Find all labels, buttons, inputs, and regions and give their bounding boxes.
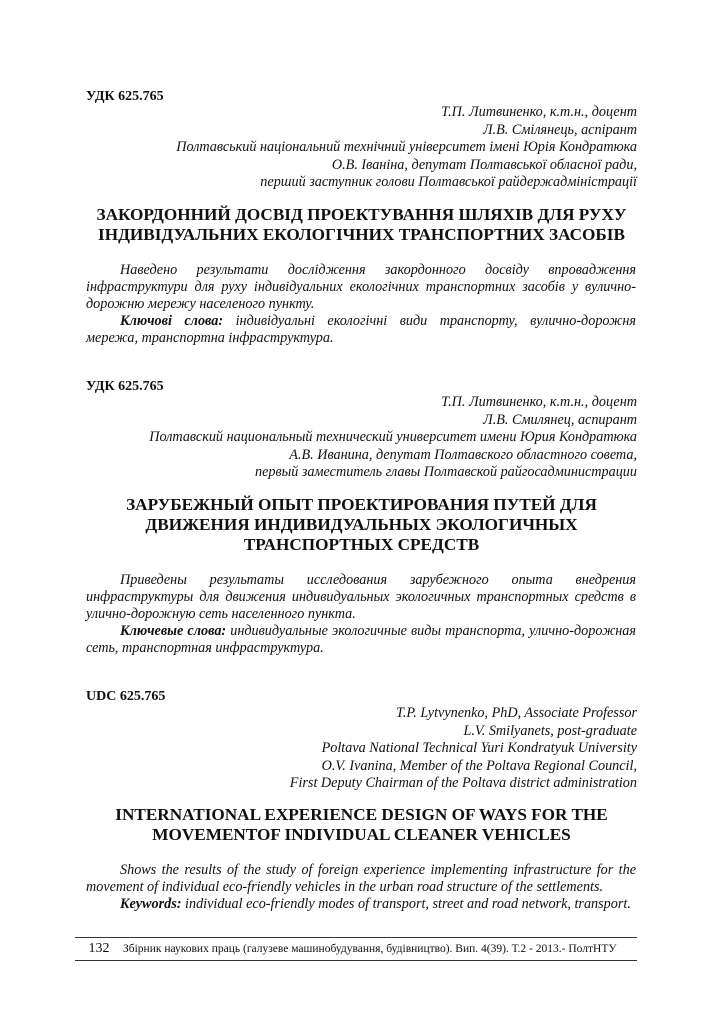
abstract-ru	[86, 572, 636, 657]
title-line: ІНДИВІДУАЛЬНИХ ЕКОЛОГІЧНИХ ТРАНСПОРТНИХ ЗАСОБІВ	[98, 225, 625, 244]
keywords-label: Ключевые слова:	[120, 623, 227, 639]
page-footer	[75, 940, 637, 958]
abstract-uk	[86, 262, 636, 347]
page-number: 132	[88, 941, 110, 956]
keywords-paragraph	[86, 623, 636, 657]
footer-top-rule	[75, 937, 637, 938]
abstract-en	[86, 862, 636, 913]
keywords-text: індивідуальні екологічні види транспорту, вулично-дорожня мережа, транспортна інфраструктура.	[86, 313, 636, 346]
author-line: А.В. Иванина, депутат Полтавского областного совета,	[289, 446, 637, 463]
keywords-paragraph	[86, 896, 636, 913]
author-line: Т.П. Литвиненко, к.т.н., доцент	[441, 394, 637, 410]
title-line: ТРАНСПОРТНЫХ СРЕДСТВ	[243, 535, 480, 554]
author-line: О.В. Іваніна, депутат Полтавської обласної ради,	[331, 156, 637, 173]
author-line: L.V. Smilyanets, post-graduate	[463, 722, 637, 739]
title-line: ЗАРУБЕЖНЫЙ ОПЫТ ПРОЕКТИРОВАНИЯ ПУТЕЙ ДЛЯ	[126, 495, 597, 514]
abstract-text: Shows the results of the study of foreign experience implementing infrastructure for the movement of individual eco-friendly vehicles in the urban road structure of the settlements.	[86, 862, 636, 895]
authors-block-en	[290, 705, 637, 793]
journal-citation: Збірник наукових праць (галузеве машинобудування, будівництво). Вип. 4(39). Т.2 - 2013.- ПолтНТУ	[123, 943, 617, 955]
affiliation-line: первый заместитель главы Полтавской райгосадминистрации	[254, 464, 637, 481]
title-line: ДВИЖЕНИЯ ИНДИВИДУАЛЬНЫХ ЭКОЛОГИЧНЫХ	[145, 515, 578, 534]
affiliation-line: First Deputy Chairman of the Poltava district administration	[289, 775, 637, 792]
keywords-text: индивидуальные экологичные виды транспорта, улично-дорожная сеть, транспортная инфраструктура.	[86, 623, 636, 656]
authors-block-uk	[176, 104, 637, 192]
author-line: T.P. Lytvynenko, PhD, Associate Professor	[396, 705, 637, 721]
keywords-text: individual eco-friendly modes of transport, street and road network, transport.	[181, 896, 631, 912]
authors-block-ru	[149, 394, 637, 482]
abstract-text: Приведены результаты исследования зарубежного опыта внедрения инфраструктуры для движения индивидуальных экологичных транспортных средств в улично-дорожную сеть населенного пункта.	[86, 572, 636, 622]
udk-code-ru: УДК 625.765	[86, 379, 164, 394]
keywords-label: Ключові слова:	[120, 313, 224, 329]
article-title-uk	[86, 205, 637, 245]
author-line: O.V. Ivanina, Member of the Poltava Regional Council,	[321, 757, 637, 774]
title-line: ЗАКОРДОННИЙ ДОСВІД ПРОЕКТУВАННЯ ШЛЯХІВ ДЛЯ РУХУ	[96, 205, 627, 224]
author-line: Л.В. Смилянец, аспирант	[483, 411, 637, 428]
author-line: Т.П. Литвиненко, к.т.н., доцент	[441, 104, 637, 120]
keywords-paragraph	[86, 313, 636, 347]
footer-bottom-rule	[75, 960, 637, 961]
keywords-label: Keywords:	[120, 896, 182, 912]
article-title-ru	[86, 495, 637, 555]
affiliation-line: Poltava National Technical Yuri Kondratyuk University	[321, 740, 637, 757]
udk-code-uk: УДК 625.765	[86, 89, 164, 104]
affiliation-line: перший заступник голови Полтавської райдержадміністрації	[260, 174, 637, 191]
article-title-en	[86, 805, 637, 845]
abstract-text: Наведено результати дослідження закордонного досвіду впровадження інфраструктури для руху індивідуальних екологічних транспортних засобів у вулично-дорожню мережу населеного пункту.	[86, 262, 636, 312]
title-line: MOVEMENTOF INDIVIDUAL CLEANER VEHICLES	[152, 825, 571, 844]
author-line: Л.В. Смілянець, аспірант	[482, 121, 637, 138]
udc-code-en: UDC 625.765	[86, 689, 166, 704]
affiliation-line: Полтавський національний технічний університет імені Юрія Кондратюка	[176, 139, 637, 156]
title-line: INTERNATIONAL EXPERIENCE DESIGN OF WAYS FOR THE	[115, 805, 608, 824]
affiliation-line: Полтавский национальный технический университет имени Юрия Кондратюка	[149, 429, 637, 446]
